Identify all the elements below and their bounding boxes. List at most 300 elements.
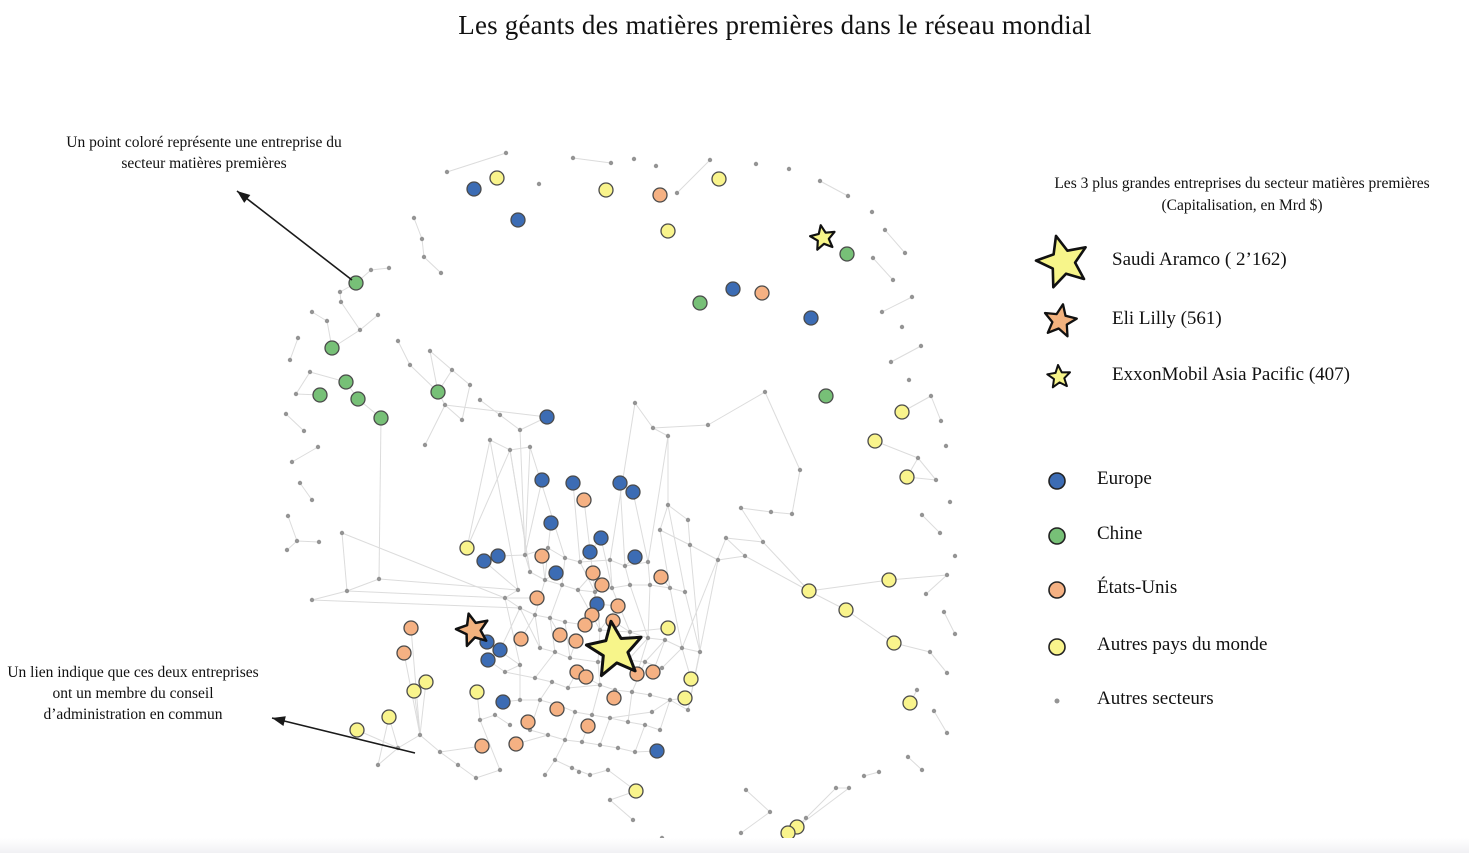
node-autre-secteur: [563, 556, 567, 560]
exxonmobil-asia-pacific-star: [810, 225, 834, 250]
network-edge: [476, 770, 500, 778]
node-autre-secteur: [503, 670, 507, 674]
node-autre-secteur: [680, 646, 684, 650]
annotation-arrow-line: [237, 191, 352, 280]
node-autres-pays: [712, 172, 726, 186]
node-autre-secteur: [716, 558, 720, 562]
network-edge: [645, 725, 660, 730]
legend-dot-icon-3: [1049, 639, 1065, 655]
node-europe: [540, 410, 554, 424]
node-europe: [511, 213, 525, 227]
node-autre-secteur: [543, 578, 547, 582]
node-autre-secteur: [460, 418, 464, 422]
node-autre-secteur: [543, 773, 547, 777]
node-autre-secteur: [418, 733, 422, 737]
node-autres-pays: [868, 434, 882, 448]
node-autre-secteur: [939, 419, 943, 423]
network-edge: [690, 545, 718, 560]
node-autre-secteur: [358, 328, 362, 332]
bottom-edge-band: [0, 838, 1469, 853]
network-edge: [347, 591, 505, 598]
node-autre-secteur: [298, 481, 302, 485]
network-edge: [592, 715, 610, 718]
node-autre-secteur: [504, 151, 508, 155]
node-etats-unis: [579, 670, 593, 684]
node-autre-secteur: [598, 628, 602, 632]
legend-star-icon-2: [1047, 365, 1070, 387]
network-edge: [480, 715, 495, 720]
legend-header-line1: Les 3 plus grandes entreprises du secteur matières premières: [1054, 175, 1430, 192]
network-edge: [670, 588, 685, 592]
node-autre-secteur: [376, 313, 380, 317]
network-edge: [882, 297, 912, 312]
network-edge: [565, 558, 580, 562]
node-chine: [349, 276, 363, 290]
network-edge: [440, 752, 458, 765]
node-autre-secteur: [528, 570, 532, 574]
network-edge: [575, 712, 592, 715]
node-autre-secteur: [553, 758, 557, 762]
network-edge: [885, 230, 905, 253]
node-autre-secteur: [588, 773, 592, 777]
network-edge: [590, 770, 608, 775]
node-autre-secteur: [877, 770, 881, 774]
node-europe: [477, 554, 491, 568]
node-europe: [544, 516, 558, 530]
node-chine: [431, 385, 445, 399]
node-autre-secteur: [302, 429, 306, 433]
node-autre-secteur: [934, 478, 938, 482]
node-etats-unis: [654, 570, 668, 584]
node-etats-unis: [653, 188, 667, 202]
network-edge: [480, 400, 500, 415]
node-autre-secteur: [474, 776, 478, 780]
network-edge: [820, 181, 848, 196]
network-edge: [592, 685, 600, 715]
node-etats-unis: [514, 632, 528, 646]
node-autre-secteur: [478, 718, 482, 722]
network-edge: [296, 372, 310, 394]
legend-dot-icon-4: [1055, 699, 1060, 704]
node-autre-secteur: [633, 750, 637, 754]
network-edge: [347, 579, 379, 591]
node-autre-secteur: [571, 156, 575, 160]
network-edge: [741, 508, 771, 512]
node-autre-secteur: [650, 710, 654, 714]
network-edge: [552, 682, 568, 688]
network-edge: [765, 392, 800, 470]
node-autre-secteur: [675, 191, 679, 195]
node-autre-secteur: [633, 401, 637, 405]
node-europe: [726, 282, 740, 296]
network-edge: [741, 508, 763, 542]
saudi-aramco-star: [586, 621, 641, 675]
node-etats-unis: [607, 691, 621, 705]
node-autre-secteur: [698, 650, 702, 654]
network-edge: [809, 580, 889, 591]
node-autre-secteur: [847, 786, 851, 790]
node-autre-secteur: [953, 632, 957, 636]
network-edge: [600, 718, 610, 745]
node-autre-secteur: [528, 445, 532, 449]
node-autre-secteur: [598, 743, 602, 747]
node-autre-secteur: [317, 540, 321, 544]
node-autre-secteur: [903, 251, 907, 255]
network-edge: [420, 735, 440, 752]
node-autre-secteur: [630, 690, 634, 694]
node-autre-secteur: [906, 755, 910, 759]
network-edge: [726, 538, 763, 542]
node-autres-pays: [903, 696, 917, 710]
node-autre-secteur: [576, 588, 580, 592]
node-autre-secteur: [339, 300, 343, 304]
node-autre-secteur: [310, 598, 314, 602]
node-chine: [840, 247, 854, 261]
network-edge: [653, 428, 668, 436]
network-edge: [635, 403, 653, 428]
network-edge: [620, 483, 625, 566]
node-autre-secteur: [763, 390, 767, 394]
node-autre-secteur: [631, 818, 635, 822]
node-autre-secteur: [646, 636, 650, 640]
network-edge: [660, 505, 668, 530]
node-autre-secteur: [537, 182, 541, 186]
node-autre-secteur: [538, 698, 542, 702]
network-edge: [500, 415, 520, 430]
node-autre-secteur: [518, 606, 522, 610]
node-etats-unis: [404, 621, 418, 635]
node-autre-secteur: [683, 590, 687, 594]
node-autres-pays: [882, 573, 896, 587]
network-edge: [535, 652, 555, 678]
network-edge: [555, 652, 570, 658]
network-edge: [864, 772, 879, 776]
node-autre-secteur: [508, 448, 512, 452]
node-autre-secteur: [488, 438, 492, 442]
node-europe: [594, 531, 608, 545]
node-autre-secteur: [883, 228, 887, 232]
network-edge: [944, 612, 955, 634]
node-autre-secteur: [412, 216, 416, 220]
network-edge: [628, 692, 632, 722]
network-edge: [846, 610, 894, 643]
node-autre-secteur: [548, 616, 552, 620]
node-etats-unis: [578, 618, 592, 632]
node-autre-secteur: [769, 510, 773, 514]
network-edge: [398, 735, 420, 748]
node-autre-secteur: [706, 423, 710, 427]
node-etats-unis: [569, 634, 583, 648]
node-autres-pays: [678, 691, 692, 705]
node-autre-secteur: [754, 162, 758, 166]
node-autre-secteur: [608, 558, 612, 562]
node-autre-secteur: [498, 413, 502, 417]
network-edge: [792, 470, 800, 514]
network-edge: [746, 790, 770, 812]
network-edge: [665, 640, 682, 648]
annotation-arrowhead-icon: [237, 191, 250, 203]
network-edge: [726, 538, 745, 556]
node-autre-secteur: [518, 698, 522, 702]
network-edge: [540, 682, 552, 700]
network-edge: [490, 440, 510, 450]
node-autre-secteur: [546, 546, 550, 550]
network-edge: [292, 447, 318, 462]
legend-dot-icon-2: [1049, 582, 1065, 598]
node-autre-secteur: [891, 278, 895, 282]
node-autre-secteur: [422, 255, 426, 259]
node-etats-unis: [553, 628, 567, 642]
network-edge: [610, 800, 633, 820]
node-autre-secteur: [608, 798, 612, 802]
legend-dot-icon-0: [1049, 473, 1065, 489]
node-autre-secteur: [686, 518, 690, 522]
node-autres-pays: [490, 171, 504, 185]
node-autre-secteur: [503, 596, 507, 600]
node-autres-pays: [895, 405, 909, 419]
node-autres-pays: [684, 672, 698, 686]
node-autres-pays: [802, 584, 816, 598]
node-autres-pays: [661, 224, 675, 238]
node-autre-secteur: [870, 210, 874, 214]
network-edge: [598, 662, 600, 685]
node-autre-secteur: [929, 394, 933, 398]
node-autre-secteur: [538, 646, 542, 650]
node-europe: [583, 545, 597, 559]
network-edge: [582, 742, 600, 745]
node-europe: [626, 485, 640, 499]
node-europe: [804, 311, 818, 325]
network-edge: [806, 788, 836, 818]
node-autre-secteur: [296, 336, 300, 340]
node-autre-secteur: [724, 536, 728, 540]
network-edge: [495, 715, 510, 725]
network-edge: [628, 722, 645, 725]
node-autre-secteur: [498, 768, 502, 772]
network-edge: [771, 512, 792, 514]
node-autres-pays: [887, 636, 901, 650]
node-autre-secteur: [798, 468, 802, 472]
node-autre-secteur: [920, 768, 924, 772]
node-autres-pays: [661, 621, 675, 635]
node-autre-secteur: [666, 503, 670, 507]
node-autre-secteur: [285, 548, 289, 552]
node-autre-secteur: [533, 676, 537, 680]
node-autre-secteur: [658, 728, 662, 732]
node-autre-secteur: [568, 656, 572, 660]
node-etats-unis: [755, 286, 769, 300]
legend-country-label-2: États-Unis: [1097, 577, 1178, 598]
node-autre-secteur: [944, 444, 948, 448]
network-edge: [708, 392, 765, 425]
network-edge: [618, 748, 635, 752]
network-edge: [677, 160, 710, 193]
node-autres-pays: [470, 685, 484, 699]
node-autre-secteur: [744, 788, 748, 792]
network-edge: [908, 757, 922, 770]
network-edge: [286, 414, 304, 431]
node-autre-secteur: [456, 763, 460, 767]
node-autre-secteur: [550, 680, 554, 684]
node-europe: [650, 744, 664, 758]
node-europe: [566, 476, 580, 490]
network-edge: [422, 239, 424, 257]
node-autres-pays: [599, 183, 613, 197]
node-autre-secteur: [626, 720, 630, 724]
node-autre-secteur: [563, 620, 567, 624]
node-etats-unis: [646, 665, 660, 679]
network-edge: [934, 711, 947, 733]
node-autre-secteur: [616, 746, 620, 750]
node-autre-secteur: [438, 750, 442, 754]
network-edge: [922, 515, 940, 533]
node-chine: [313, 388, 327, 402]
network-edge: [568, 685, 600, 688]
node-autre-secteur: [768, 810, 772, 814]
node-autre-secteur: [593, 590, 597, 594]
node-autre-secteur: [295, 539, 299, 543]
network-edge: [445, 405, 547, 417]
node-autre-secteur: [387, 266, 391, 270]
node-autre-secteur: [546, 733, 550, 737]
node-europe: [628, 550, 642, 564]
network-edge: [873, 258, 893, 280]
network-edge: [660, 700, 670, 730]
node-autre-secteur: [818, 179, 822, 183]
network-edge: [312, 312, 327, 321]
network-edge: [530, 447, 565, 558]
network-edge: [555, 760, 572, 768]
node-etats-unis: [475, 739, 489, 753]
network-edge: [445, 405, 462, 420]
legend-star-label-0: Saudi Aramco ( 2’162): [1112, 249, 1287, 270]
network-edge: [652, 700, 670, 712]
legend-country-label-1: Chine: [1097, 523, 1143, 544]
node-autre-secteur: [948, 500, 952, 504]
node-autre-secteur: [445, 170, 449, 174]
network-edge: [889, 575, 947, 580]
network-edge: [414, 218, 422, 239]
network-edge: [610, 712, 652, 718]
network-edge: [668, 505, 685, 592]
node-autre-secteur: [396, 339, 400, 343]
network-edge: [297, 541, 319, 542]
network-edge: [545, 760, 555, 775]
node-europe: [549, 566, 563, 580]
network-edge: [530, 572, 545, 580]
node-chine: [339, 375, 353, 389]
node-autre-secteur: [608, 716, 612, 720]
node-autre-secteur: [310, 498, 314, 502]
network-edge: [467, 450, 510, 548]
node-autre-secteur: [658, 528, 662, 532]
network-edge: [525, 447, 530, 555]
node-autres-pays: [350, 723, 364, 737]
network-edge: [578, 590, 595, 592]
node-autres-pays: [629, 784, 643, 798]
node-autre-secteur: [643, 660, 647, 664]
node-autre-secteur: [660, 666, 664, 670]
network-edge: [288, 516, 297, 541]
network-edge: [612, 585, 630, 588]
node-autre-secteur: [628, 630, 632, 634]
legend-star-icon-0: [1036, 236, 1086, 287]
node-etats-unis: [586, 566, 600, 580]
node-etats-unis: [530, 591, 544, 605]
node-autre-secteur: [610, 586, 614, 590]
node-autre-secteur: [294, 392, 298, 396]
node-autre-secteur: [577, 770, 581, 774]
node-autre-secteur: [284, 412, 288, 416]
node-autres-pays: [419, 675, 433, 689]
node-autre-secteur: [915, 688, 919, 692]
network-edge: [648, 562, 650, 585]
network-edge: [312, 600, 520, 608]
node-autre-secteur: [518, 663, 522, 667]
node-autres-pays: [407, 684, 421, 698]
node-autre-secteur: [523, 553, 527, 557]
legend-country-label-0: Europe: [1097, 468, 1152, 489]
network-edge: [570, 658, 598, 662]
node-autre-secteur: [862, 774, 866, 778]
network-edge: [424, 257, 441, 273]
node-autre-secteur: [920, 513, 924, 517]
network-edge: [645, 640, 665, 662]
network-edge: [690, 545, 700, 652]
legend-star-label-2: ExxonMobil Asia Pacific (407): [1112, 364, 1350, 385]
network-edge: [625, 566, 630, 585]
node-autre-secteur: [290, 460, 294, 464]
node-autres-pays: [839, 603, 853, 617]
node-autre-secteur: [408, 363, 412, 367]
node-autre-secteur: [628, 583, 632, 587]
network-edge: [300, 483, 312, 500]
legend-star-icon-1: [1045, 304, 1077, 336]
node-autre-secteur: [666, 434, 670, 438]
network-edge: [600, 745, 618, 748]
node-autre-secteur: [325, 319, 329, 323]
annotation-colored-point: Un point coloré représente une entreprise du secteur matières premières: [66, 134, 342, 172]
node-autre-secteur: [338, 290, 342, 294]
network-edge: [926, 575, 947, 594]
node-autre-secteur: [646, 560, 650, 564]
node-europe: [613, 476, 627, 490]
node-autre-secteur: [340, 531, 344, 535]
node-autre-secteur: [643, 723, 647, 727]
legend-header-line2: (Capitalisation, en Mrd $): [1161, 197, 1323, 215]
node-europe: [467, 182, 481, 196]
network-edge: [545, 580, 562, 585]
node-autre-secteur: [632, 157, 636, 161]
network-edge: [452, 370, 470, 385]
node-autres-pays: [382, 710, 396, 724]
node-autre-secteur: [889, 360, 893, 364]
network-edge: [745, 556, 809, 591]
node-autre-secteur: [310, 310, 314, 314]
node-autre-secteur: [606, 768, 610, 772]
network-edge: [610, 560, 625, 566]
node-chine: [374, 411, 388, 425]
page-title: Les géants des matières premières dans le réseau mondial: [458, 10, 1092, 40]
network-edge: [918, 458, 936, 480]
node-autres-pays: [900, 470, 914, 484]
node-autre-secteur: [945, 573, 949, 577]
node-autre-secteur: [871, 256, 875, 260]
node-autre-secteur: [739, 506, 743, 510]
network-edge: [797, 788, 849, 827]
node-autre-secteur: [787, 167, 791, 171]
node-autre-secteur: [910, 295, 914, 299]
